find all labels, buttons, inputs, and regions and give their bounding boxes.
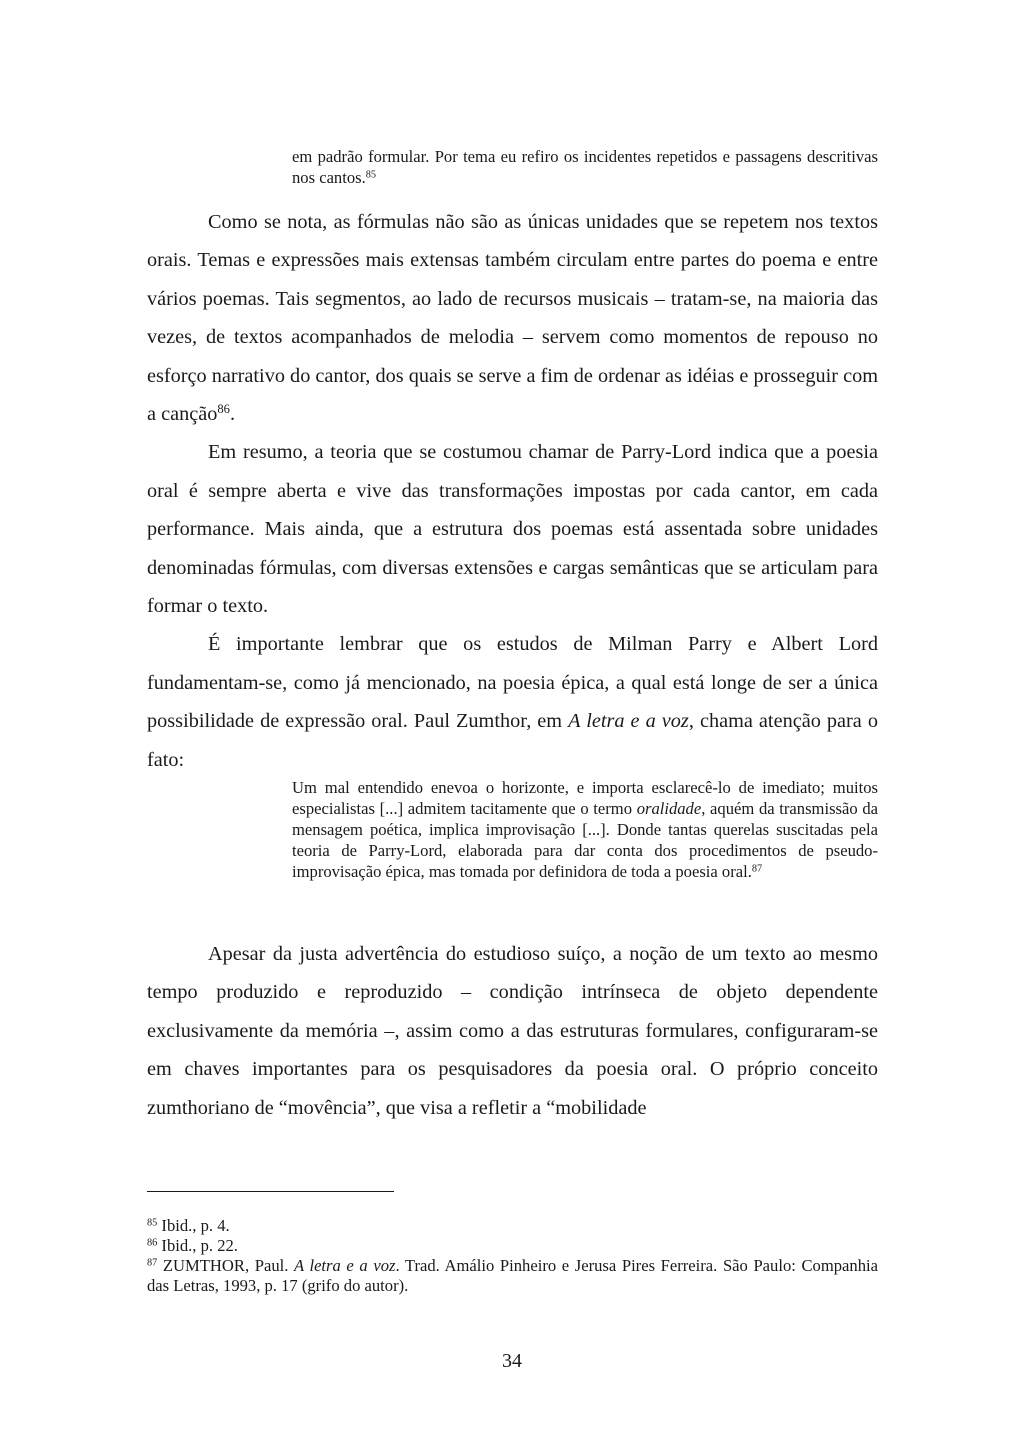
paragraph-formulas-end: . bbox=[229, 403, 236, 426]
quote-mid-after: , aquém da transmissão da mensagem poética, implica improvisação [...]. Donde tantas querelas suscitadas pela teoria de Parry-Lord, elaborada para dar conta dos procedimentos de pseudo-improvisação épica, mas tomada por definidora de toda a poesia oral. bbox=[292, 799, 878, 881]
footnote-number-87: 87 bbox=[147, 1257, 158, 1269]
book-title: A letra e a voz bbox=[568, 710, 689, 733]
footnote-87-after: . Trad. Amálio Pinheiro e Jerusa Pires Ferreira. São Paulo: Companhia das Letras, 1993, p. 17 (grifo do autor). bbox=[147, 1256, 878, 1295]
paragraph-epic-before: É importante lembrar que os estudos de Milman Parry e Albert Lord fundamentam-se, como já mencionado, na poesia épica, a qual está longe de ser a única possibilidade de expressão oral. Paul Zumthor, em bbox=[147, 633, 878, 733]
paragraph-formulas-text: Como se nota, as fórmulas não são as únicas unidades que se repetem nos textos orais. Temas e expressões mais extensas também circulam entre partes do poema e entre vários poemas. Tais segmentos, ao lado de recursos musicais – tratam-se, na maioria das vezes, de textos acompanhados de melodia – servem como momentos de repouso no esforço narrativo do cantor, dos quais se serve a fim de ordenar as idéias e prosseguir com a canção bbox=[147, 211, 878, 426]
footnote-85-text: Ibid., p. 4. bbox=[157, 1216, 230, 1235]
footnote-number-86: 86 bbox=[147, 1237, 158, 1249]
block-quote-zumthor bbox=[292, 777, 878, 882]
paragraph-epic-after: , chama atenção para o fato: bbox=[147, 710, 878, 771]
paragraph-movencia: Apesar da justa advertência do estudioso suíço, a noção de um texto ao mesmo tempo produzido e reproduzido – condição intrínseca de objeto dependente exclusivamente da memória –, assim como a das estruturas formulares, configuraram-se em chaves importantes para os pesquisadores da poesia oral. O próprio conceito zumthoriano de “movência”, que visa a refletir a “mobilidade bbox=[147, 943, 878, 1119]
page-number: 34 bbox=[502, 1350, 522, 1372]
footnote-ref-86: 86 bbox=[217, 402, 230, 417]
footnote-85 bbox=[147, 1216, 878, 1236]
footnote-86 bbox=[147, 1236, 878, 1256]
footnote-ref-85: 85 bbox=[365, 169, 377, 181]
body-text-upper bbox=[147, 203, 878, 779]
footnote-number-85: 85 bbox=[147, 1217, 158, 1229]
footnote-separator bbox=[147, 1191, 394, 1192]
paragraph-epic-poetry bbox=[147, 625, 878, 779]
block-quote-top bbox=[292, 146, 878, 188]
quote-mid-emphasis: oralidade bbox=[636, 799, 702, 818]
footnote-87 bbox=[147, 1256, 878, 1296]
footnote-ref-87: 87 bbox=[751, 863, 763, 875]
footnote-87-before: ZUMTHOR, Paul. bbox=[157, 1256, 294, 1275]
paragraph-formulas bbox=[147, 203, 878, 433]
footnote-87-title: A letra e a voz bbox=[294, 1256, 396, 1275]
paragraph-parry-lord: Em resumo, a teoria que se costumou chamar de Parry-Lord indica que a poesia oral é sempre aberta e vive das transformações impostas por cada cantor, em cada performance. Mais ainda, que a estrutura dos poemas está assentada sobre unidades denominadas fórmulas, com diversas extensões e cargas semânticas que se articulam para formar o texto. bbox=[147, 441, 878, 618]
footnote-86-text: Ibid., p. 22. bbox=[157, 1236, 238, 1255]
body-text-lower bbox=[147, 935, 878, 1127]
quote-top-text: em padrão formular. Por tema eu refiro os incidentes repetidos e passagens descritivas nos cantos. bbox=[292, 147, 878, 187]
footnotes bbox=[147, 1216, 878, 1296]
quote-mid-before: Um mal entendido enevoa o horizonte, e importa esclarecê-lo de imediato; muitos especialistas [...] admitem tacitamente que o termo bbox=[292, 778, 878, 818]
